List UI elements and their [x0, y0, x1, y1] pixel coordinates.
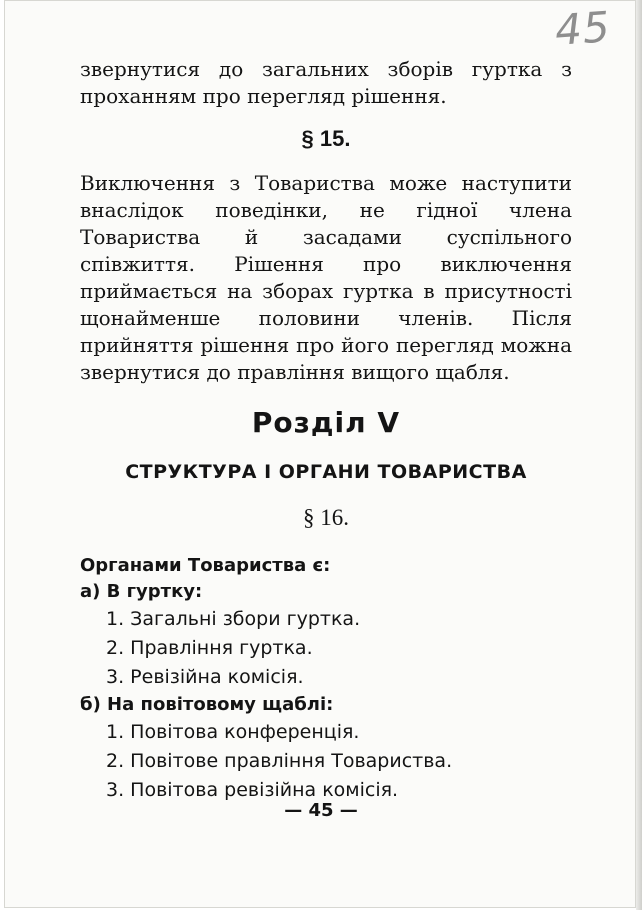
list-item: 1. Повітова конференція. [106, 721, 360, 743]
page-number: — 45 — [284, 800, 358, 821]
list-item: 1. Загальні збори гуртка. [106, 608, 361, 630]
list-item: 3. Ревізійна комісія. [106, 666, 304, 688]
group-a-list [80, 605, 572, 692]
page-content [80, 56, 572, 805]
chapter-title: СТРУКТУРА І ОРГАНИ ТОВАРИСТВА [125, 461, 527, 483]
group-b-label: б) На повітовому щаблі: [80, 694, 334, 715]
paragraph-expulsion: Виключення з Товариства може наступити внаслідок поведінки, не гідної члена Товариства й засадами суспільного співжиття. Рішення про виключення приймається на зборах гуртка в присутності щонайменше половини членів. Після прийняття рішення про його перегляд можна звернутися до правління вищого щабля. [80, 171, 572, 384]
scan-edge [636, 0, 642, 910]
group-b-list [80, 718, 572, 805]
paragraph-continuation: звернутися до загальних зборів гуртка з проханням про перегляд рішення. [80, 57, 572, 108]
handwritten-page-number: 45 [552, 2, 612, 55]
list-item: 2. Повітове правління Товариства. [106, 750, 453, 772]
section-heading-15: § 15. [301, 126, 351, 151]
list-item: 2. Правління гуртка. [106, 637, 313, 659]
list-item: 3. Повітова ревізійна комісія. [106, 779, 399, 801]
organs-intro: Органами Товариства є: [80, 555, 331, 576]
group-a-label: а) В гуртку: [80, 581, 203, 602]
section-heading-16: § 16. [303, 505, 349, 530]
chapter-label: Розділ V [251, 406, 401, 439]
